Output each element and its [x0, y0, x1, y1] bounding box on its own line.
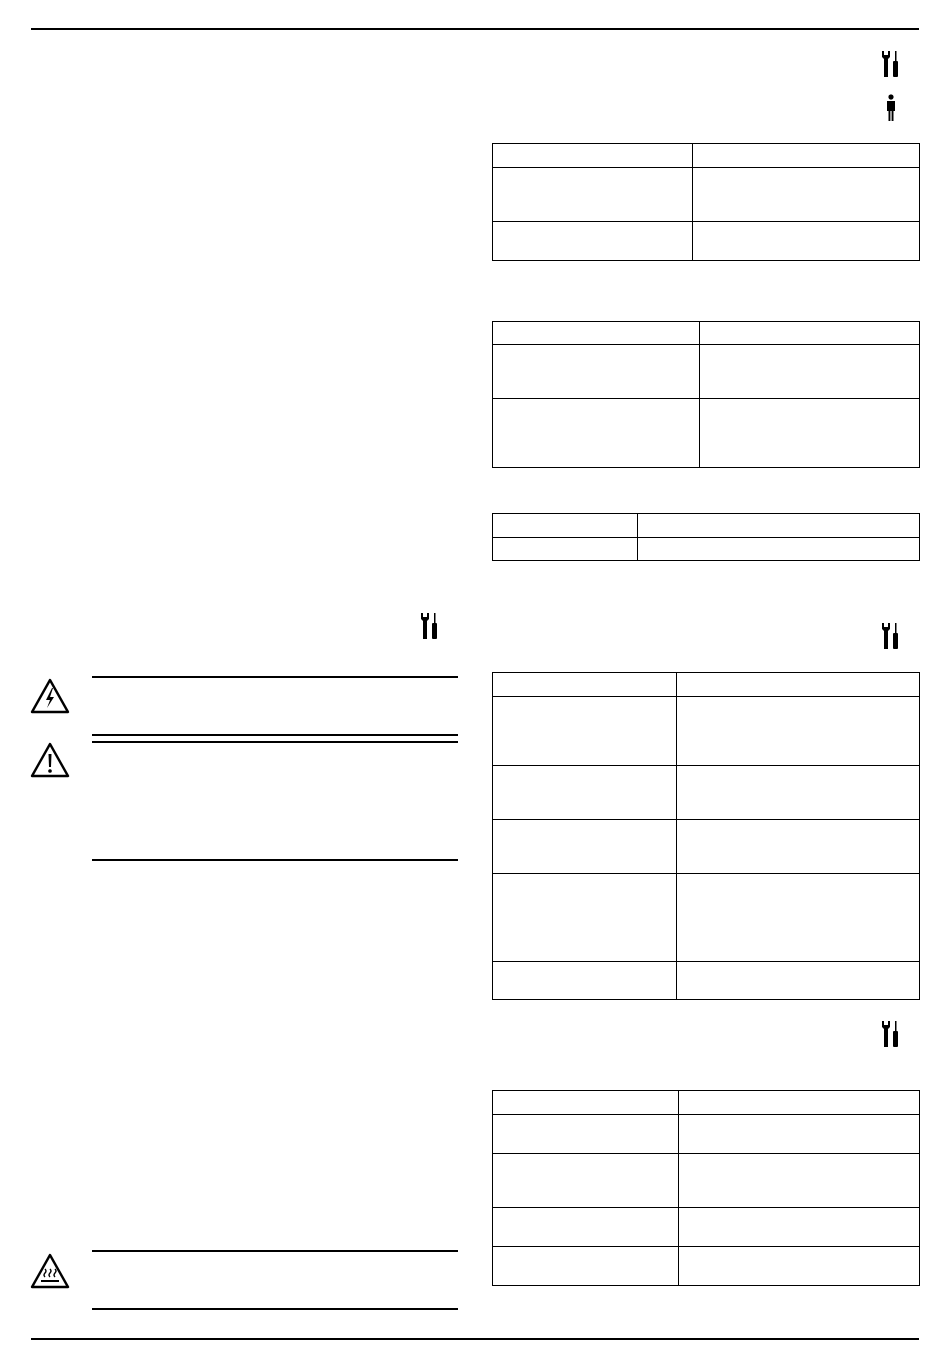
table-cell [700, 345, 920, 399]
table-cell [679, 1091, 920, 1115]
table-cell [677, 820, 920, 874]
table-cell [493, 766, 677, 820]
table-cell [493, 322, 700, 345]
table-cell [493, 962, 677, 1000]
tools-icon [880, 50, 900, 78]
tools-icon [880, 622, 900, 650]
tools-icon [880, 1020, 900, 1048]
table-cell [679, 1247, 920, 1286]
table-cell [493, 874, 677, 962]
table-cell [493, 1247, 679, 1286]
spec-table-4 [492, 672, 920, 1000]
table-cell [677, 766, 920, 820]
table-cell [677, 962, 920, 1000]
spec-table-5 [492, 1090, 920, 1286]
warning-box-top-rule [92, 676, 458, 678]
table-cell [679, 1208, 920, 1247]
table-cell [493, 1091, 679, 1115]
table-cell [679, 1115, 920, 1154]
table-cell [700, 322, 920, 345]
table-cell [493, 1154, 679, 1208]
table-cell [493, 345, 700, 399]
table-cell [693, 222, 920, 261]
tools-icon [419, 612, 439, 640]
table-cell [493, 673, 677, 697]
table-cell [493, 1115, 679, 1154]
table-cell [693, 168, 920, 222]
table-cell [493, 514, 638, 538]
table-cell [493, 538, 638, 561]
spec-table-1 [492, 143, 920, 261]
table-cell [493, 222, 693, 261]
table-cell [493, 144, 693, 168]
table-cell [677, 697, 920, 766]
table-cell [493, 820, 677, 874]
electric-hazard-warning-icon [30, 678, 70, 714]
table-cell [677, 874, 920, 962]
table-cell [493, 697, 677, 766]
table-cell [677, 673, 920, 697]
table-cell [493, 399, 700, 468]
footer-rule [31, 1338, 919, 1340]
table-cell [693, 144, 920, 168]
table-cell [493, 168, 693, 222]
table-cell [638, 538, 920, 561]
hot-surface-warning-icon [30, 1253, 70, 1289]
table-cell [493, 1208, 679, 1247]
warning-box-bottom-rule [92, 1308, 458, 1310]
exclamation-warning-icon [30, 742, 70, 778]
spec-table-3 [492, 513, 920, 561]
warning-box-top-rule [92, 1250, 458, 1252]
spec-table-2 [492, 321, 920, 468]
warning-box-bottom-rule [92, 734, 458, 736]
header-rule [31, 28, 919, 30]
warning-box-bottom-rule [92, 859, 458, 861]
table-cell [700, 399, 920, 468]
table-cell [638, 514, 920, 538]
person-icon [884, 94, 898, 122]
table-cell [679, 1154, 920, 1208]
warning-box-top-rule [92, 741, 458, 743]
